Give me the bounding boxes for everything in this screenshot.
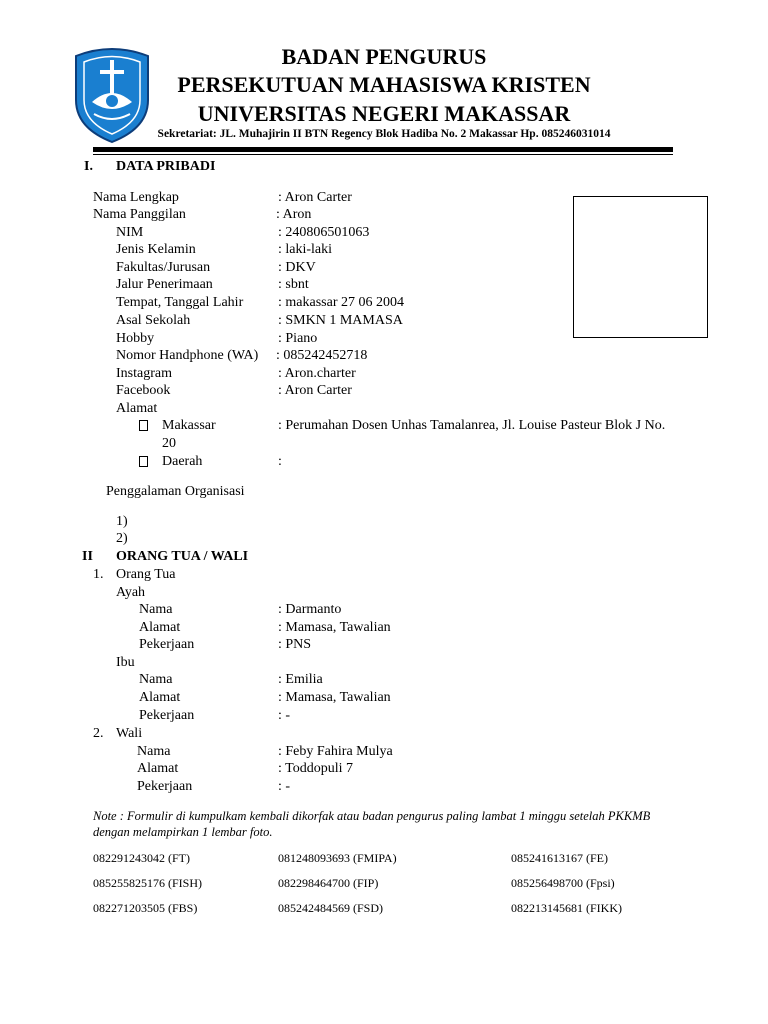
field-label: Fakultas/Jurusan bbox=[116, 260, 211, 275]
field-value: : DKV bbox=[278, 260, 316, 275]
guardian-field-value: : Toddopuli 7 bbox=[278, 761, 353, 776]
header-line1: BADAN PENGURUS bbox=[281, 44, 487, 69]
mother-label: Ibu bbox=[116, 655, 135, 670]
contact-number: 082213145681 (FIKK) bbox=[511, 901, 622, 915]
field-label: Instagram bbox=[116, 366, 172, 381]
father-label: Ayah bbox=[116, 585, 146, 600]
field-value: : Piano bbox=[278, 331, 318, 346]
header-line3: UNIVERSITAS NEGERI MAKASSAR bbox=[197, 101, 571, 126]
header-rule-thin bbox=[93, 154, 673, 155]
field-value: : sbnt bbox=[278, 277, 309, 292]
guardian-label: Wali bbox=[116, 726, 143, 741]
parents-label: Orang Tua bbox=[116, 567, 176, 582]
organization-item: 2) bbox=[116, 531, 128, 546]
field-value: : Aron bbox=[276, 207, 312, 222]
guardian-field-value: : - bbox=[278, 779, 291, 794]
field-value: : Aron Carter bbox=[278, 190, 352, 205]
father-field-label: Nama bbox=[139, 602, 173, 617]
contact-number: 082291243042 (FT) bbox=[93, 851, 190, 865]
contact-number: 082298464700 (FIP) bbox=[278, 876, 379, 890]
mother-field-value: : Emilia bbox=[278, 672, 323, 687]
address-value: : Perumahan Dosen Unhas Tamalanrea, Jl. Louise Pasteur Blok J No. bbox=[278, 418, 666, 433]
secretariat-address: Sekretariat: JL. Muhajirin II BTN Regency Blok Hadiba No. 2 Makassar Hp. 085246031014 bbox=[157, 128, 611, 140]
father-field-value: : Mamasa, Tawalian bbox=[278, 620, 391, 635]
field-label: Nama Panggilan bbox=[93, 207, 186, 222]
address-value: : bbox=[278, 454, 282, 469]
field-label: Facebook bbox=[116, 383, 171, 398]
contact-number: 085242484569 (FSD) bbox=[278, 901, 384, 915]
guardian-field-label: Pekerjaan bbox=[137, 779, 193, 794]
field-value: : 240806501063 bbox=[278, 225, 370, 240]
mother-field-value: : Mamasa, Tawalian bbox=[278, 690, 391, 705]
organization-item: 1) bbox=[116, 514, 128, 529]
parents-number: 1. bbox=[93, 567, 104, 582]
field-label: Alamat bbox=[116, 401, 158, 416]
section2-title: ORANG TUA / WALI bbox=[116, 549, 249, 564]
section1-number: I. bbox=[84, 159, 93, 174]
field-label: Hobby bbox=[116, 331, 155, 346]
organization-label: Penggalaman Organisasi bbox=[106, 484, 245, 499]
field-label: Asal Sekolah bbox=[116, 313, 191, 328]
father-field-label: Alamat bbox=[139, 620, 181, 635]
field-value: : 085242452718 bbox=[276, 348, 368, 363]
contact-number: 085241613167 (FE) bbox=[511, 851, 608, 865]
mother-field-label: Nama bbox=[139, 672, 173, 687]
father-field-value: : PNS bbox=[278, 637, 312, 652]
mother-field-label: Alamat bbox=[139, 690, 181, 705]
photo-box bbox=[573, 196, 708, 338]
field-value: : makassar 27 06 2004 bbox=[278, 295, 404, 310]
bullet-box-icon bbox=[139, 420, 148, 431]
section1-title: DATA PRIBADI bbox=[116, 159, 216, 174]
note-text: Note : Formulir di kumpulkam kembali dikorfak atau badan pengurus paling lambat 1 minggu setelah PKKMB dengan melampirkan 1 lembar foto. bbox=[93, 809, 651, 839]
field-value: : Aron.charter bbox=[278, 366, 356, 381]
guardian-field-value: : Feby Fahira Mulya bbox=[278, 744, 393, 759]
mother-field-label: Pekerjaan bbox=[139, 708, 195, 723]
mother-field-value: : - bbox=[278, 708, 291, 723]
contact-number: 085255825176 (FISH) bbox=[93, 876, 203, 890]
contact-number: 082271203505 (FBS) bbox=[93, 901, 198, 915]
field-label: Tempat, Tanggal Lahir bbox=[116, 295, 244, 310]
address-label: Daerah bbox=[162, 454, 203, 469]
father-field-label: Pekerjaan bbox=[139, 637, 195, 652]
university-logo bbox=[70, 44, 154, 144]
father-field-value: : Darmanto bbox=[278, 602, 342, 617]
field-value: : SMKN 1 MAMASA bbox=[278, 313, 403, 328]
guardian-field-label: Alamat bbox=[137, 761, 179, 776]
guardian-field-label: Nama bbox=[137, 744, 171, 759]
field-label: Jenis Kelamin bbox=[116, 242, 196, 257]
address-label: Makassar bbox=[162, 418, 216, 433]
address-value-continued: 20 bbox=[162, 436, 176, 451]
field-label: Nomor Handphone (WA) bbox=[116, 348, 259, 363]
field-label: NIM bbox=[116, 225, 144, 240]
section2-number: II bbox=[82, 549, 93, 564]
contact-number: 085256498700 (Fpsi) bbox=[511, 876, 615, 890]
field-value: : laki-laki bbox=[278, 242, 333, 257]
field-label: Nama Lengkap bbox=[93, 190, 179, 205]
header-line2: PERSEKUTUAN MAHASISWA KRISTEN bbox=[177, 72, 591, 97]
bullet-box-icon bbox=[139, 456, 148, 467]
contact-number: 081248093693 (FMIPA) bbox=[278, 851, 397, 865]
field-label: Jalur Penerimaan bbox=[116, 277, 213, 292]
field-value: : Aron Carter bbox=[278, 383, 352, 398]
guardian-number: 2. bbox=[93, 726, 104, 741]
header-rule bbox=[93, 147, 673, 152]
